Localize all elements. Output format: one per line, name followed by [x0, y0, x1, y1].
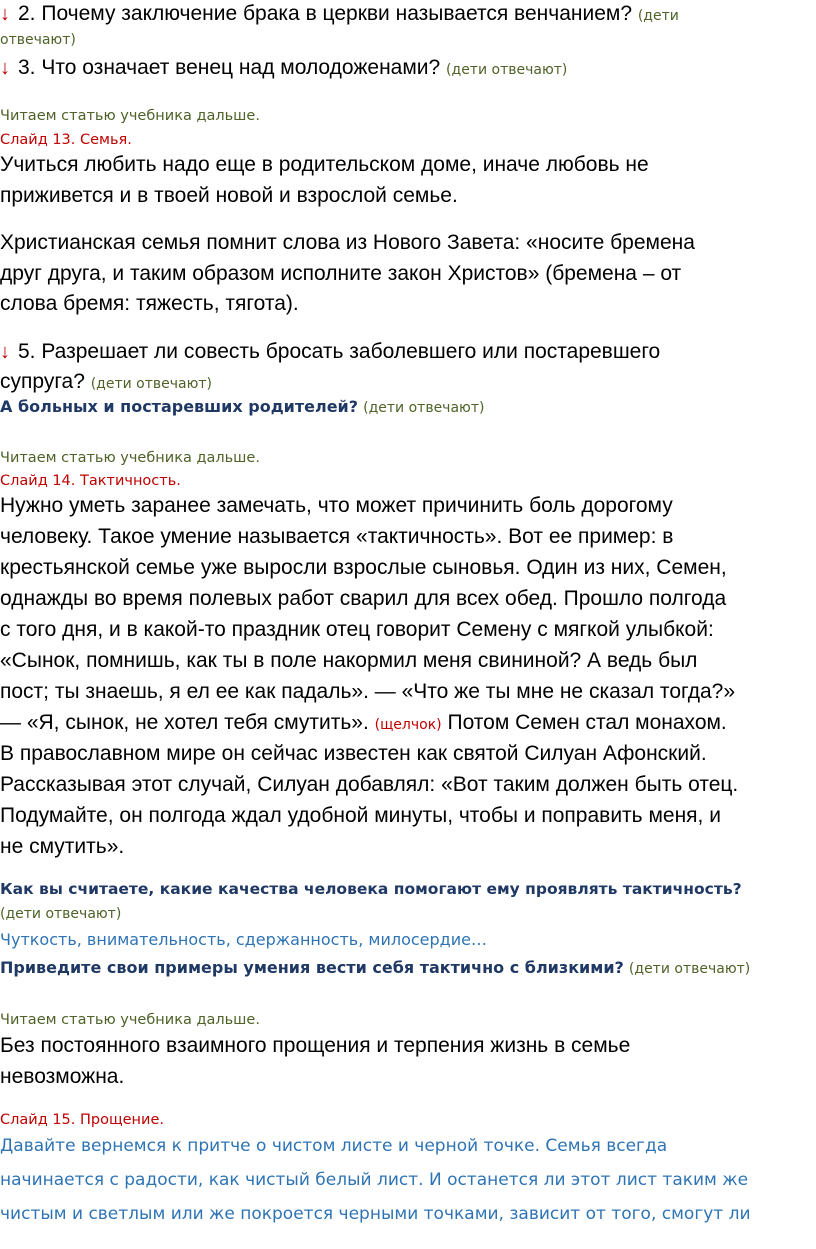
question-examples-hint: (дети отвечают) — [628, 961, 751, 977]
paragraph-line: слова бремя: тяжесть, тягота). — [0, 292, 299, 315]
answer-tact: Чуткость, внимательность, сдержанность, милосердие… — [0, 930, 487, 949]
paragraph-line: Подумайте, он полгода ждал удобной минуты, чтобы и поправить меня, и — [0, 804, 721, 827]
paragraph-line: пост; ты знаешь, я ел ее как падаль». — «Что же ты мне не сказал тогда?» — [0, 680, 735, 703]
paragraph-line: Учиться любить надо еще в родительском доме, иначе любовь не — [0, 153, 649, 176]
paragraph-line: человеку. Такое умение называется «тактичность». Вот ее пример: в — [0, 525, 674, 548]
question-5 — [0, 340, 660, 364]
paragraph-line: невозможна. — [0, 1065, 125, 1088]
paragraph-line: Христианская семья помнит слова из Нового Завета: «носите бремена — [0, 231, 695, 254]
paragraph-text: — «Я, сынок, не хотел тебя смутить». — [0, 711, 369, 734]
paragraph-line: начинается с радости, как чистый белый лист. И останется ли этот лист таким же — [0, 1170, 749, 1190]
question-3-hint: (дети отвечают) — [446, 62, 568, 78]
paragraph-line: крестьянской семье уже выросли взрослые сыновья. Один из них, Семен, — [0, 556, 727, 579]
slide-13-label: Слайд 13. Семья. — [0, 132, 132, 148]
paragraph-line: Рассказывая этот случай, Силуан добавлял: «Вот таким должен быть отец. — [0, 773, 739, 796]
paragraph-line: друг друга, и таким образом исполните закон Христов» (бремена – от — [0, 262, 682, 285]
question-2-hint-cont: отвечают) — [0, 32, 76, 48]
question-2-hint: (дети — [637, 8, 679, 24]
question-5-hint: (дети отвечают) — [90, 376, 213, 392]
read-on-note: Читаем статью учебника дальше. — [0, 108, 260, 124]
arrow-down-icon: ↓ — [0, 3, 10, 25]
question-5-text-cont: супруга? — [0, 370, 85, 393]
click-marker: (щелчок) — [374, 717, 442, 733]
paragraph-line: «Сынок, помнишь, как ты в поле накормил меня свининой? А ведь был — [0, 649, 698, 672]
paragraph-line: Без постоянного взаимного прощения и терпения жизнь в семье — [0, 1034, 631, 1057]
question-5-cont — [0, 370, 212, 394]
question-examples-text: Приведите свои примеры умения вести себя тактично с близкими? — [0, 958, 624, 977]
question-3 — [0, 56, 567, 80]
paragraph-line: не смутить». — [0, 835, 125, 858]
paragraph-text: Потом Семен стал монахом. — [447, 711, 727, 734]
question-3-text: 3. Что означает венец над молодоженами? — [18, 56, 441, 79]
read-on-note: Читаем статью учебника дальше. — [0, 1012, 260, 1028]
arrow-down-icon: ↓ — [0, 341, 10, 363]
paragraph-line: однажды во время полевых работ сварил для всех обед. Прошло полгода — [0, 587, 727, 610]
question-tact-hint: (дети отвечают) — [0, 906, 122, 922]
paragraph-line: чистым и светлым или же покроется черными точками, зависит от того, смогут ли — [0, 1204, 751, 1224]
read-on-note: Читаем статью учебника дальше. — [0, 450, 260, 466]
paragraph-line: приживется и в твоей новой и взрослой семье. — [0, 184, 458, 207]
question-parents-text: А больных и постаревших родителей? — [0, 397, 359, 416]
question-2-text: 2. Почему заключение брака в церкви называется венчанием? — [18, 2, 632, 25]
paragraph-line: В православном мире он сейчас известен как святой Силуан Афонский. — [0, 742, 707, 765]
question-examples — [0, 958, 750, 977]
slide-14-label: Слайд 14. Тактичность. — [0, 473, 181, 489]
paragraph-line — [0, 711, 727, 735]
question-parents-hint: (дети отвечают) — [363, 400, 485, 416]
question-5-text: 5. Разрешает ли совесть бросать заболевшего или постаревшего — [18, 340, 661, 363]
slide-15-label: Слайд 15. Прощение. — [0, 1112, 164, 1128]
question-parents — [0, 397, 484, 416]
paragraph-line: с того дня, и в какой-то праздник отец говорит Семену с мягкой улыбкой: — [0, 618, 714, 641]
question-tact: Как вы считаете, какие качества человека помогают ему проявлять тактичность? — [0, 880, 742, 898]
paragraph-line: Давайте вернемся к притче о чистом листе и черной точке. Семья всегда — [0, 1136, 668, 1156]
arrow-down-icon: ↓ — [0, 57, 10, 79]
paragraph-line: Нужно уметь заранее замечать, что может причинить боль дорогому — [0, 494, 673, 517]
question-2 — [0, 2, 679, 26]
